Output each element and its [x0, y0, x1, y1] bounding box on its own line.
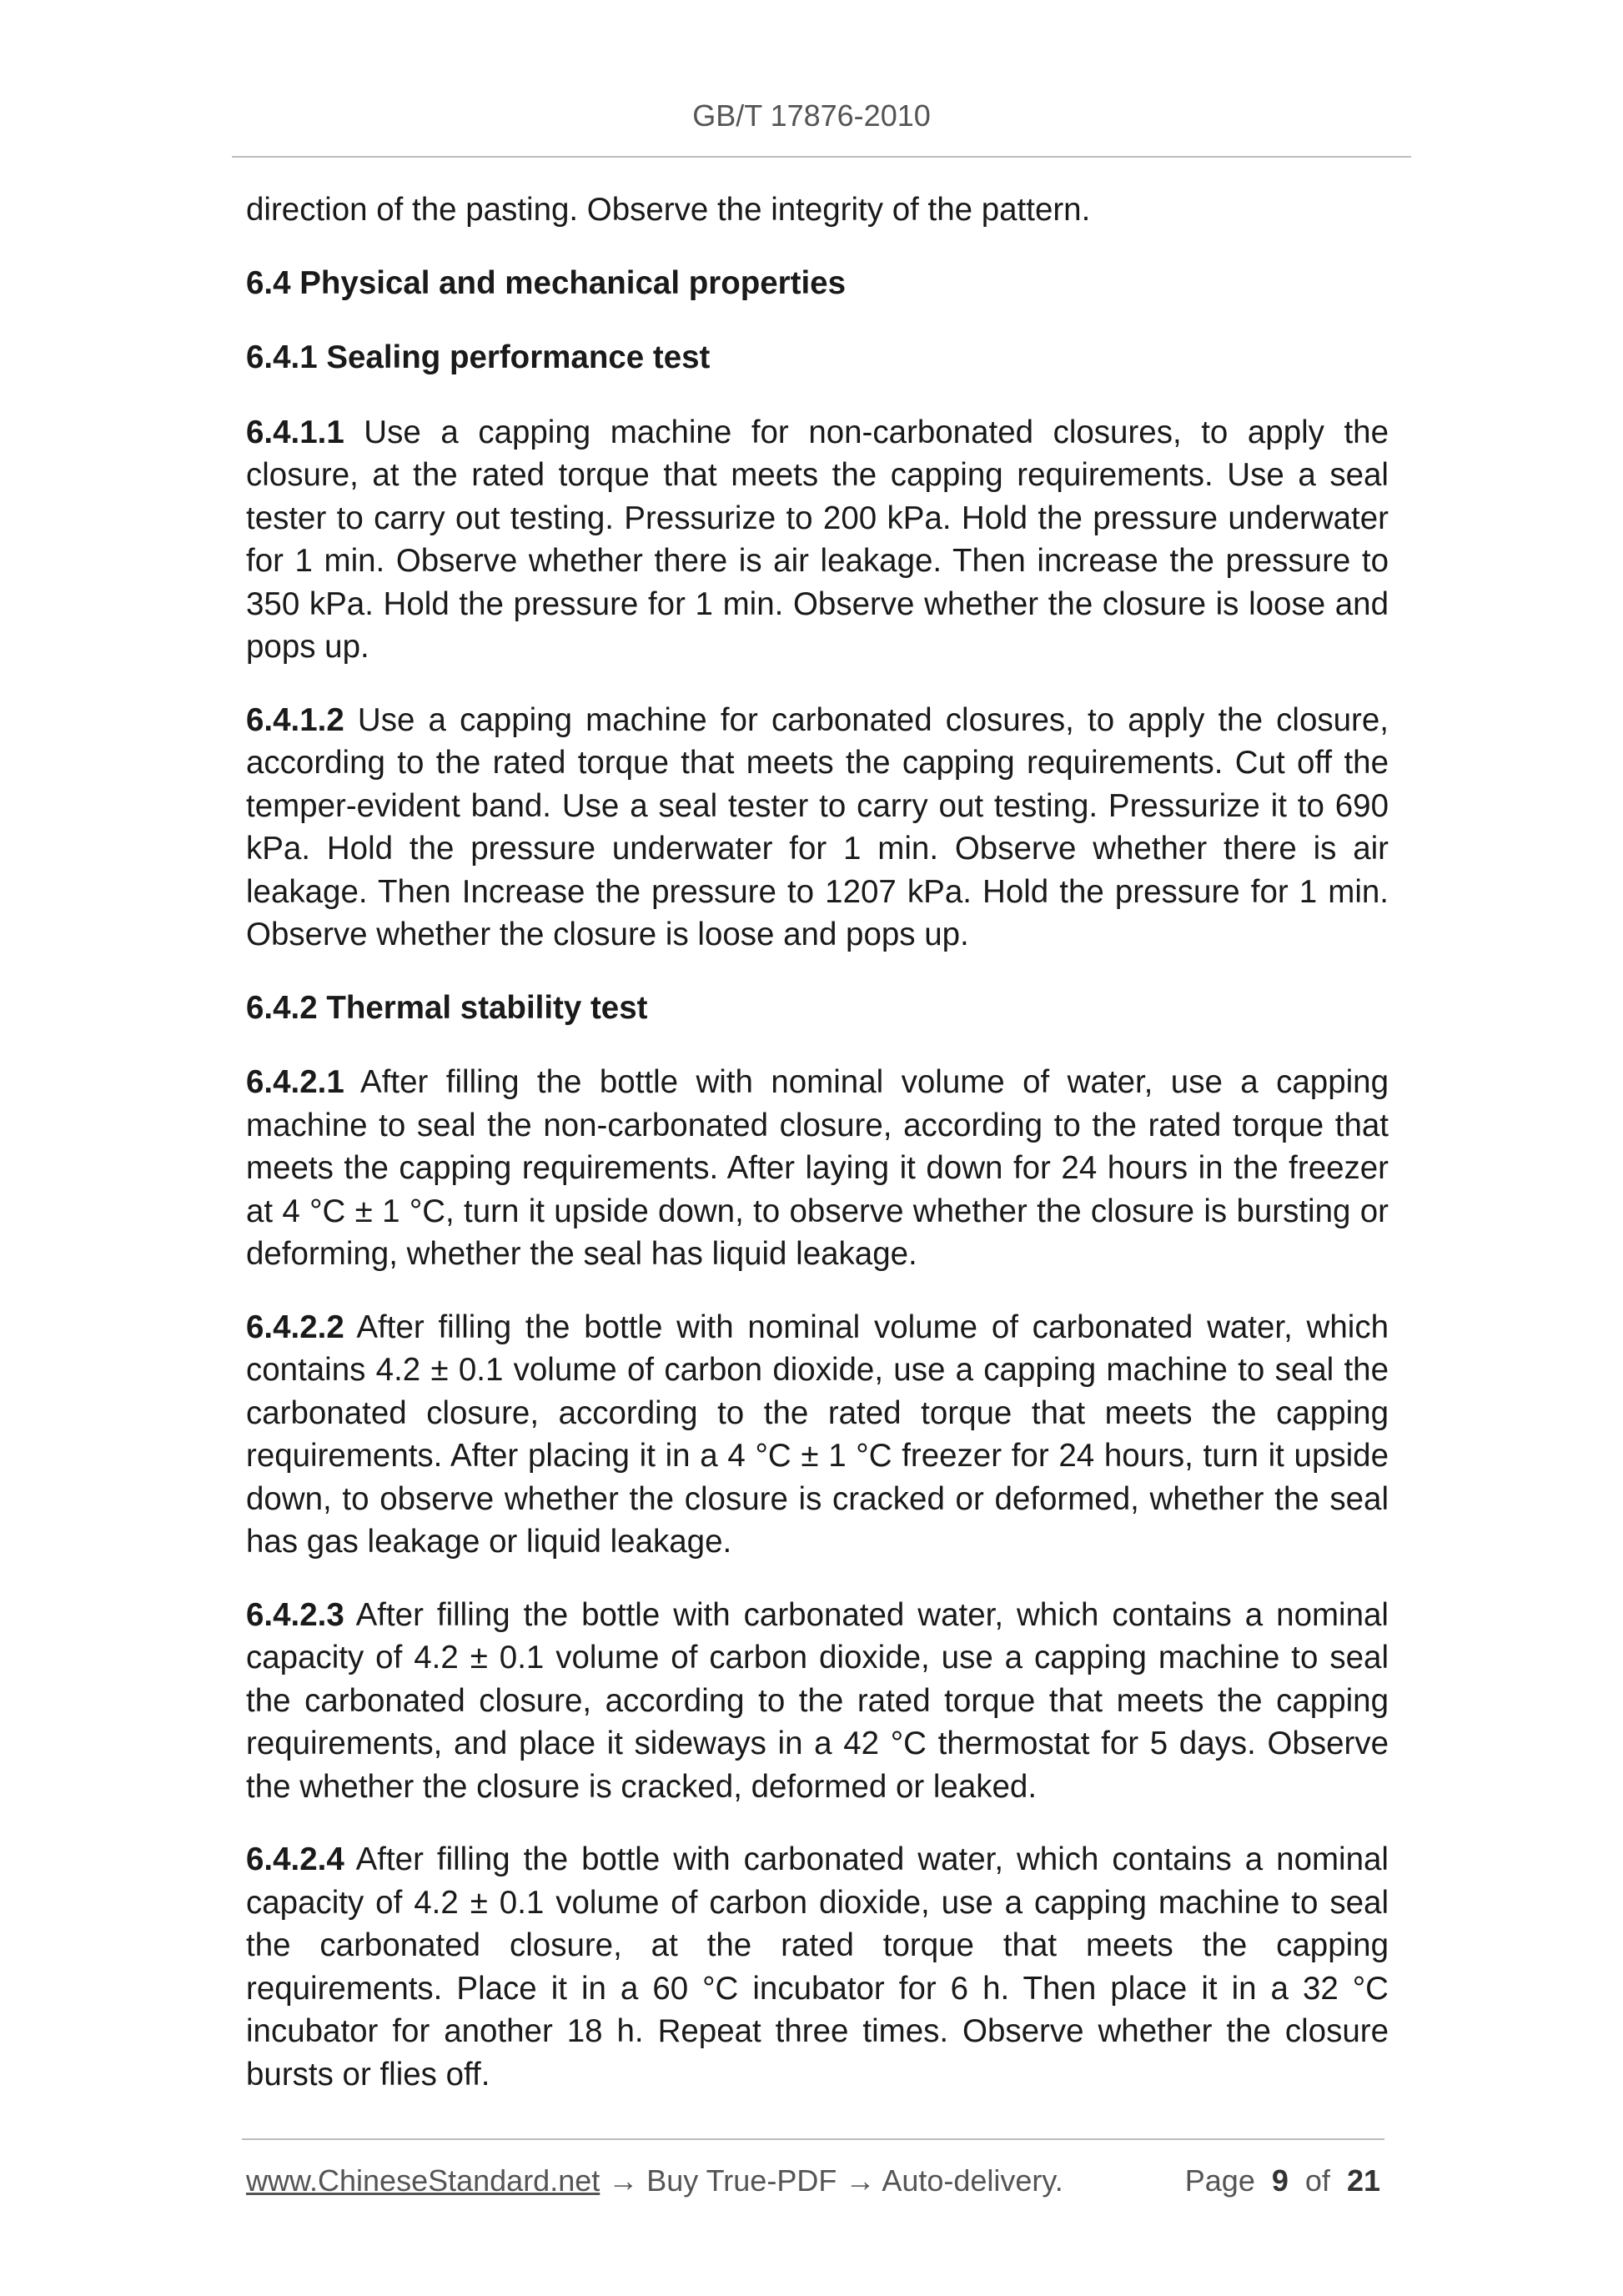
- document-body: [246, 188, 1389, 2126]
- clause-6-4-2-3: [246, 1594, 1389, 1809]
- page-of-label: of: [1304, 2163, 1330, 2198]
- document-header-title: GB/T 17876-2010: [692, 98, 931, 133]
- clause-text: After filling the bottle with nominal volume of carbonated water, which contains 4.2 ± 0.1 volume of carbon dioxide, use a capping machine to seal the carbonated closure, according to the rated torque that meets the capping requirements. After placing it in a 4 °C ± 1 °C freezer for 24 hours, turn it upside down, to observe whether the closure is cracked or deformed, whether the seal has gas leakage or liquid leakage.: [246, 1309, 1389, 1560]
- page-total: 21: [1346, 2163, 1380, 2198]
- footer-promo-text: → Buy True-PDF → Auto-delivery.: [600, 2163, 1063, 2198]
- section-heading-6-4-1: 6.4.1 Sealing performance test: [246, 339, 711, 375]
- clause-number: 6.4.2.1: [246, 1064, 344, 1100]
- clause-number: 6.4.2.3: [246, 1596, 344, 1633]
- clause-text: After filling the bottle with nominal volume of water, use a capping machine to seal the non-carbonated closure, according to the rated torque that meets the capping requirements. After laying it down for 24 hours in the freezer at 4 °C ± 1 °C, turn it upside down, to observe whether the closure is bursting or deforming, whether the seal has liquid leakage.: [246, 1064, 1389, 1272]
- clause-text: Use a capping machine for non-carbonated closures, to apply the closure, at the rated torque that meets the capping requirements. Use a seal tester to carry out testing. Pressurize to 200 kPa. Hold the pressure underwater for 1 min. Observe whether there is air leakage. Then increase the pressure to 350 kPa. Hold the pressure for 1 min. Observe whether the closure is loose and pops up.: [246, 414, 1389, 665]
- page-number: [1185, 2163, 1380, 2198]
- clause-6-4-2-4: [246, 1838, 1389, 2096]
- clause-number: 6.4.2.4: [246, 1841, 344, 1877]
- clause-number: 6.4.1.1: [246, 414, 344, 450]
- footer-promo: [246, 2163, 1063, 2198]
- clause-number: 6.4.2.2: [246, 1309, 344, 1345]
- website-link[interactable]: www.ChineseStandard.net: [246, 2163, 600, 2198]
- clause-text: Use a capping machine for carbonated closures, to apply the closure, according to the rated torque that meets the capping requirements. Cut off the temper-evident band. Use a seal tester to carry out testing. Pressurize it to 690 kPa. Hold the pressure underwater for 1 min. Observe whether there is air leakage. Then Increase the pressure to 1207 kPa. Hold the pressure for 1 min. Observe whether the closure is loose and pops up.: [246, 701, 1389, 952]
- page-current: 9: [1271, 2163, 1289, 2198]
- clause-6-4-2-1: [246, 1061, 1389, 1276]
- clause-text: After filling the bottle with carbonated water, which contains a nominal capacity of 4.2 ± 0.1 volume of carbon dioxide, use a capping machine to seal the carbonated closure, at the rated torque that meets the capping requirements. Place it in a 60 °C incubator for 6 h. Then place it in a 32 °C incubator for another 18 h. Repeat three times. Observe whether the closure bursts or flies off.: [246, 1841, 1389, 2093]
- clause-6-4-1-1: [246, 411, 1389, 669]
- clause-text: After filling the bottle with carbonated water, which contains a nominal capacity of 4.2 ± 0.1 volume of carbon dioxide, use a capping machine to seal the carbonated closure, according to the rated torque that meets the capping requirements, and place it sideways in a 42 °C thermostat for 5 days. Observe the whether the closure is cracked, deformed or leaked.: [246, 1596, 1389, 1805]
- clause-number: 6.4.1.2: [246, 701, 344, 738]
- page-label: Page: [1184, 2163, 1255, 2198]
- section-heading-6-4: 6.4 Physical and mechanical properties: [246, 264, 846, 301]
- clause-6-4-2-2: [246, 1306, 1389, 1564]
- intro-paragraph: direction of the pasting. Observe the integrity of the pattern.: [246, 192, 1091, 228]
- clause-6-4-1-2: [246, 699, 1389, 957]
- section-heading-6-4-2: 6.4.2 Thermal stability test: [246, 989, 648, 1026]
- footer-divider: [242, 2138, 1384, 2140]
- header-divider: [232, 156, 1411, 158]
